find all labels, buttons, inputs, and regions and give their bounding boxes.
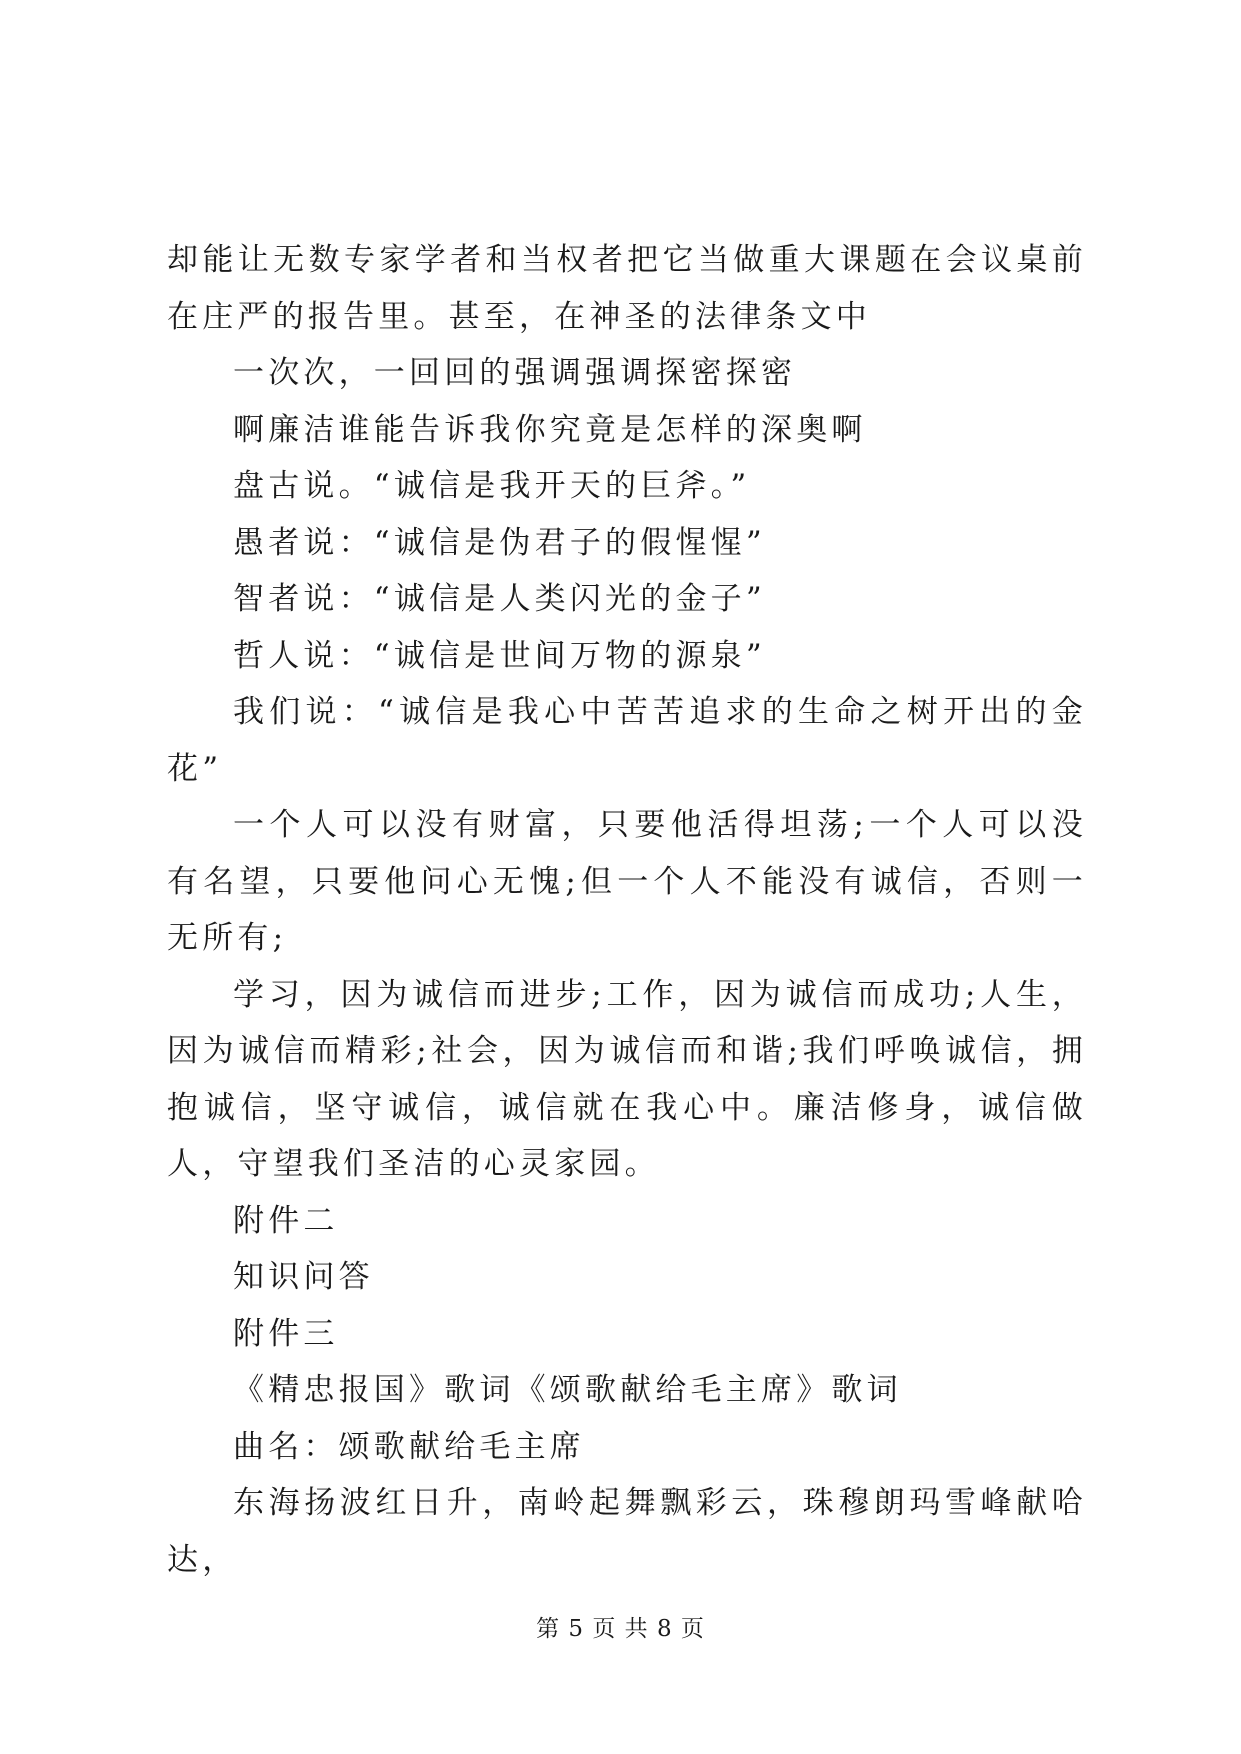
paragraph: 愚者说：“诚信是伪君子的假惺惺” (233, 524, 766, 561)
page-footer (0, 1610, 1241, 1643)
section-heading: 附件二 (233, 1202, 339, 1239)
section-heading: 附件三 (233, 1315, 339, 1352)
paragraph: 一个人可以没有财富，只要他活得坦荡;一个人可以没有名望，只要他问心无愧;但一个人不能没有诚信，否则一无所有; (167, 807, 1087, 956)
paragraph: 智者说：“诚信是人类闪光的金子” (233, 581, 766, 617)
paragraph: 哲人说：“诚信是世间万物的源泉” (233, 637, 766, 674)
paragraph: 《精忠报国》歌词《颂歌献给毛主席》歌词 (233, 1372, 902, 1408)
document-body (167, 232, 1087, 1588)
paragraph: 盘古说。“诚信是我开天的巨斧。” (233, 468, 751, 504)
paragraph: 东海扬波红日升，南岭起舞飘彩云，珠穆朗玛雪峰献哈达， (167, 1485, 1087, 1578)
paragraph: 学习，因为诚信而进步;工作，因为诚信而成功;人生，因为诚信而精彩;社会，因为诚信而和谐;我们呼唤诚信，拥抱诚信，坚守诚信，诚信就在我心中。廉洁修身，诚信做人，守望我们圣洁的心灵家园。 (167, 976, 1087, 1182)
paragraph: 啊廉洁谁能告诉我你究竟是怎样的深奥啊 (233, 411, 867, 448)
paragraph: 一次次，一回回的强调强调探密探密 (233, 355, 797, 391)
paragraph: 曲名：颂歌献给毛主席 (233, 1428, 585, 1465)
page-number: 第 5 页 共 8 页 (536, 1616, 705, 1642)
paragraph: 我们说：“诚信是我心中苦苦追求的生命之树开出的金花” (167, 694, 1087, 787)
section-heading: 知识问答 (233, 1259, 374, 1295)
paragraph: 却能让无数专家学者和当权者把它当做重大课题在会议桌前在庄严的报告里。甚至，在神圣的法律条文中 (167, 242, 1087, 335)
